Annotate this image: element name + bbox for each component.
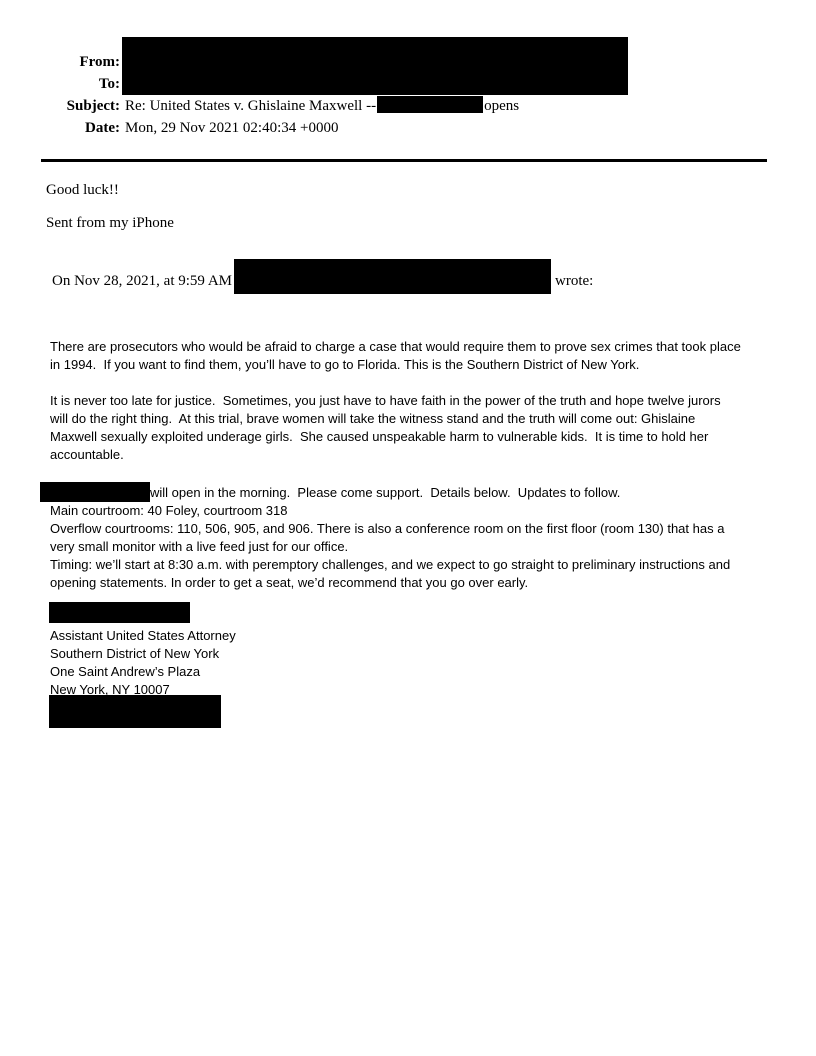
- subject-value: [125, 95, 519, 117]
- reply-greeting: Good luck!!: [46, 182, 119, 198]
- header-row-subject: [0, 95, 770, 117]
- paragraph-3: [50, 482, 741, 592]
- signature-contact-redaction-bar: [49, 695, 221, 728]
- attribution-text-after: wrote:: [555, 273, 594, 289]
- body-line: It is never too late for justice. Sometimes, you just have to have faith in the power of the truth and hope twelve jurors: [50, 393, 721, 408]
- subject-text-before: Re: United States v. Ghislaine Maxwell --: [125, 98, 377, 114]
- subject-redaction-bar: [377, 96, 483, 113]
- body-line: opening statements. In order to get a seat, we’d recommend that you go over early.: [50, 575, 529, 590]
- body-line: Main courtroom: 40 Foley, courtroom 318: [50, 503, 288, 518]
- body-line: Timing: we’ll start at 8:30 a.m. with peremptory challenges, and we expect to go straight to preliminary instructions and: [50, 557, 731, 572]
- subject-text-after: opens: [484, 98, 520, 114]
- body-line: will do the right thing. At this trial, brave women will take the witness stand and the truth will come out: Ghislaine: [50, 411, 696, 426]
- body-line: very small monitor with a live feed just for our office.: [50, 539, 349, 554]
- header-row-date: [0, 117, 770, 139]
- body-line: Maxwell sexually exploited underage girls. She caused unspeakable harm to vulnerable kids. It is time to hold her: [50, 429, 709, 444]
- paragraph-1: [50, 338, 741, 374]
- signature-title: Assistant United States Attorney: [50, 628, 236, 643]
- body-line-text: will open in the morning. Please come support. Details below. Updates to follow.: [150, 485, 621, 500]
- header-divider-rule: [41, 159, 767, 162]
- attribution-text-before: On Nov 28, 2021, at 9:59 AM: [52, 273, 232, 289]
- body-line: Overflow courtrooms: 110, 506, 905, and 906. There is also a conference room on the first floor (room 130) that has a: [50, 521, 725, 536]
- quoted-attribution-line: [52, 259, 593, 300]
- signature-block: [50, 602, 236, 728]
- from-to-redaction-bar: [122, 37, 628, 95]
- signature-name-redaction-bar: [49, 602, 190, 623]
- body-line: There are prosecutors who would be afraid to charge a case that would require them to prove sex crimes that took place: [50, 339, 741, 354]
- trial-name-redaction-bar: [40, 482, 150, 502]
- from-label: From:: [79, 54, 120, 70]
- body-line: accountable.: [50, 447, 124, 462]
- sent-from-iphone-line: Sent from my iPhone: [46, 215, 174, 231]
- signature-address-line2: New York, NY 10007: [50, 682, 170, 697]
- paragraph-2: [50, 392, 741, 464]
- sender-identity-redaction-bar: [234, 259, 551, 294]
- subject-label: Subject:: [66, 98, 120, 114]
- body-line-with-redaction: [50, 482, 741, 502]
- body-line: in 1994. If you want to find them, you’ll have to go to Florida. This is the Southern District of New York.: [50, 357, 640, 372]
- date-label: Date:: [85, 120, 120, 136]
- date-value: Mon, 29 Nov 2021 02:40:34 +0000: [125, 120, 339, 136]
- to-label: To:: [98, 76, 120, 92]
- signature-office: Southern District of New York: [50, 646, 220, 661]
- quoted-message-body: [50, 338, 741, 592]
- signature-address-line1: One Saint Andrew’s Plaza: [50, 664, 201, 679]
